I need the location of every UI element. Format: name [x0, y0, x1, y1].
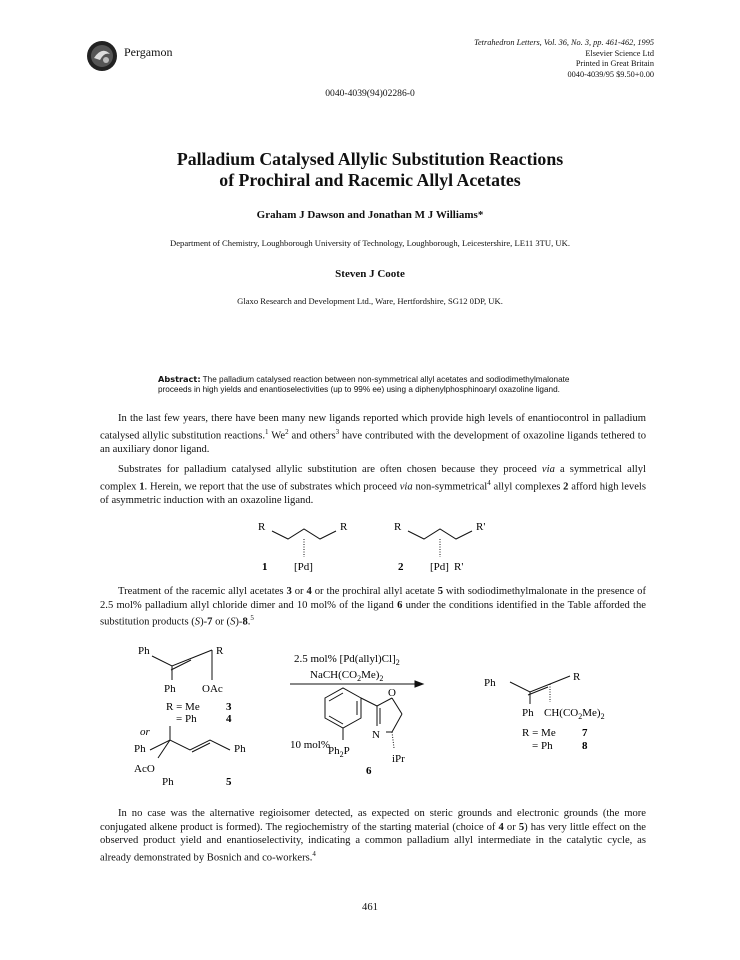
- subscript: 2: [357, 674, 362, 683]
- text-run: or (: [212, 616, 231, 628]
- or-label: or: [140, 726, 150, 738]
- condition-catalyst: [294, 653, 400, 667]
- affiliation-second: Glaxo Research and Development Ltd., Ware, Hertfordshire, SG12 0DP, UK.: [237, 296, 503, 306]
- reference: 4: [312, 849, 316, 858]
- body-paragraph-4: [100, 807, 646, 865]
- text-run: Me): [361, 669, 380, 681]
- text-run: or: [291, 586, 307, 597]
- compound-number: 6: [397, 599, 403, 611]
- text-run: NaCH(CO: [310, 669, 358, 681]
- text-run: Substrates for palladium catalysed allylic substitution are often chosen because they proceed: [118, 464, 542, 475]
- prod-ph-top: Ph: [484, 677, 496, 689]
- journal-line: 0040-4039/95 $9.50+0.00: [567, 69, 654, 79]
- text-run: . Herein, we report that the use of substrates which proceed: [144, 481, 400, 493]
- title-line: of Prochiral and Racemic Allyl Acetates: [219, 170, 521, 190]
- sm-ph: Ph: [164, 683, 176, 695]
- sm-ph-top: Ph: [138, 645, 150, 657]
- text-run: Me): [582, 707, 601, 719]
- publisher-name: Pergamon: [124, 45, 173, 59]
- complex1-right: R: [340, 521, 348, 533]
- journal-line: Elsevier Science Ltd: [585, 48, 654, 58]
- compound-number: 4: [498, 821, 504, 833]
- reference: 4: [487, 478, 491, 487]
- stereo-label: S: [230, 616, 236, 628]
- ligand-number: 6: [366, 765, 372, 777]
- complex2-metal: [Pd]: [430, 561, 449, 573]
- sm-3: 3: [226, 701, 232, 713]
- complex2-left: R: [394, 521, 402, 533]
- complex2-number: 2: [398, 561, 404, 573]
- title-line: Palladium Catalysed Allylic Substitution Reactions: [176, 149, 564, 169]
- text-run: or: [503, 821, 519, 833]
- abstract: [158, 374, 590, 395]
- stereo-label: S: [194, 616, 201, 628]
- compound-number: 3: [286, 586, 292, 597]
- subscript: 2: [339, 750, 344, 759]
- text-run: In the last few years, there have been many new ligands reported which provide high levels of enantiocontrol in palladium catalysed allylic substitution reactions.: [100, 413, 646, 442]
- text-run: Ph: [328, 745, 340, 757]
- prod-malonate: [544, 707, 605, 721]
- page-number: 461: [362, 902, 378, 913]
- reference: 2: [285, 427, 289, 436]
- subscript: 2: [395, 658, 400, 667]
- text-run: P: [343, 745, 350, 757]
- text-run: allyl complexes: [490, 481, 564, 493]
- prod-r-me: R = Me: [522, 727, 556, 739]
- text-run: via: [399, 481, 413, 493]
- sm-r-ph: = Ph: [176, 713, 197, 725]
- doi: 0040-4039(94)02286-0: [325, 88, 415, 99]
- journal-line: Tetrahedron Letters, Vol. 36, No. 3, pp. 461-462, 1995: [474, 38, 654, 47]
- sm5-ph-left: Ph: [134, 743, 146, 755]
- compound-number: 8: [242, 616, 248, 628]
- prod-r: R: [573, 671, 581, 683]
- ligand-phosphine: [328, 745, 350, 759]
- allyl-complex-scheme: [250, 515, 500, 580]
- body-paragraph-2: [100, 463, 646, 507]
- text-run: have contributed with the development of oxazoline ligands tethered to an auxiliary donor ligand.: [100, 430, 647, 455]
- prod-ph: Ph: [522, 707, 534, 719]
- sm-r-me: R = Me: [166, 701, 200, 713]
- journal-citation: [474, 38, 654, 80]
- prod-r-ph: = Ph: [532, 740, 553, 752]
- reference: 1: [264, 427, 269, 436]
- text-run: Treatment of the racemic allyl acetates: [118, 586, 287, 597]
- abstract-label: Abstract:: [158, 374, 201, 384]
- journal-line: Printed in Great Britain: [575, 59, 654, 69]
- ligand-ipr: iPr: [392, 753, 405, 765]
- text-run: )-: [200, 616, 208, 628]
- sm5-ph-bottom: Ph: [162, 776, 174, 788]
- complex2-right: R': [476, 521, 486, 533]
- author-second: Steven J Coote: [335, 268, 405, 280]
- subscript: 2: [379, 674, 384, 683]
- text-run: )-: [235, 616, 243, 628]
- complex1-number: 1: [262, 561, 268, 573]
- body-paragraph-1: [100, 412, 646, 456]
- affiliation: Department of Chemistry, Loughborough University of Technology, Loughborough, Leicestershire, LE11 3TU, UK.: [170, 238, 570, 248]
- reaction-scheme: [130, 640, 610, 800]
- text-run: We: [268, 430, 286, 442]
- complex2-metal-suffix: R': [454, 561, 464, 573]
- text-run: In no case was the alternative regioisomer detected, as expected on steric grounds and electronic grounds (the more conjugated alkene product is formed). The regiochemistry of the starting material (choice of: [100, 808, 646, 833]
- authors: Graham J Dawson and Jonathan M J Williams*: [256, 209, 484, 221]
- abstract-text: The palladium catalysed reaction between non-symmetrical allyl acetates and sodiodimethylmalonate proceeds in high yields and enantioselectivities (up to 99% ee) using a diphenylphosphinoaryl oxazoline ligand.: [158, 375, 570, 394]
- compound-number: 7: [207, 616, 213, 628]
- sm-r: R: [216, 645, 224, 657]
- reference: 3: [335, 427, 340, 436]
- prod-8: 8: [582, 740, 588, 752]
- sm5-aco: AcO: [134, 763, 155, 775]
- pergamon-logo-icon: [86, 40, 118, 72]
- complex1-metal: [Pd]: [294, 561, 313, 573]
- ligand-amount: 10 mol%: [290, 739, 331, 751]
- paper-title: [0, 149, 740, 191]
- ligand-oxygen: O: [388, 687, 396, 699]
- text-run: .: [247, 616, 251, 628]
- text-run: 2.5 mol% [Pd(allyl)Cl]: [294, 653, 396, 665]
- sm5-ph-right: Ph: [234, 743, 246, 755]
- text-run: via: [541, 464, 555, 475]
- complex1-left: R: [258, 521, 266, 533]
- text-run: afford high levels of asymmetric induction with an oxazoline ligand.: [100, 481, 646, 506]
- condition-nucleophile: [310, 669, 383, 683]
- text-run: CH(CO: [544, 707, 579, 719]
- compound-number: 2: [563, 481, 569, 493]
- prod-7: 7: [582, 727, 588, 739]
- text-run: ) has very little effect on the observed product yield and enantioselectivity, indicating a common palladium allyl intermediate in the catalytic cycle, as already demonstrated by Bosnich and co-workers.: [100, 821, 647, 864]
- text-run: a symmetrical allyl complex: [100, 464, 646, 493]
- text-run: with sodiodimethylmalonate in the presence of 2.5 mol% palladium allyl chloride dimer and 10 mol% of the ligand: [100, 586, 646, 611]
- compound-number: 4: [306, 586, 312, 597]
- sm5-number: 5: [226, 776, 232, 788]
- text-run: under the conditions identified in the Table afforded the substitution products (: [100, 599, 646, 628]
- subscript: 2: [600, 712, 605, 721]
- compound-number: 1: [139, 481, 145, 493]
- text-run: or the prochiral allyl acetate: [311, 586, 438, 597]
- body-paragraph-3: [100, 585, 646, 629]
- subscript: 2: [578, 712, 583, 721]
- compound-number: 5: [518, 821, 525, 833]
- text-run: and others: [288, 430, 336, 442]
- compound-number: 5: [437, 586, 443, 597]
- reference: 5: [250, 614, 254, 623]
- ligand-nitrogen: N: [372, 729, 380, 741]
- text-run: non-symmetrical: [412, 481, 488, 493]
- sm-4: 4: [226, 713, 232, 725]
- sm-oac: OAc: [202, 683, 223, 695]
